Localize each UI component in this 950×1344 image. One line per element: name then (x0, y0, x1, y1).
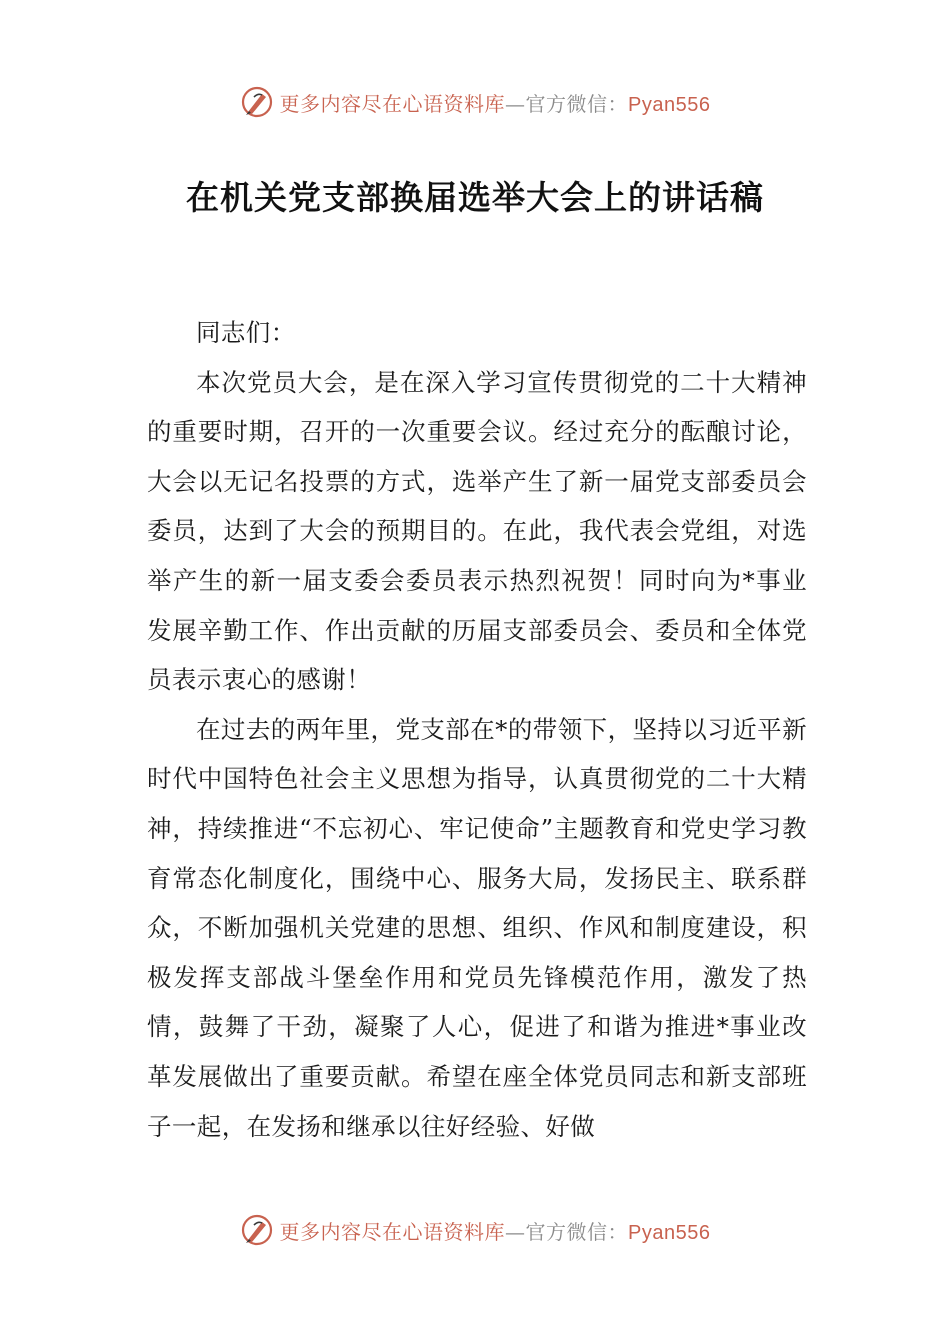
header-banner-wechat-id: Pyan556 (628, 93, 711, 116)
salutation-paragraph: 同志们： (196, 318, 296, 347)
header-banner-text (280, 88, 711, 117)
pen-nib-seal-icon (240, 85, 274, 119)
footer-banner-wechat-id: Pyan556 (628, 1221, 711, 1244)
footer-banner-main: 更多内容尽在心语资料库 (279, 1219, 506, 1244)
footer-banner-text (280, 1216, 711, 1245)
body-paragraph-2: 在过去的两年里，党支部在*的带领下，坚持以习近平新时代中国特色社会主义思想为指导，认真贯彻党的二十大精神，持续推进“不忘初心、牢记使命”主题教育和党史学习教育常态化制度化，围绕中心、服务大局，发扬民主、联系群众，不断加强机关党建的思想、组织、作风和制度建设，积极发挥支部战斗堡垒作用和党员先锋模范作用，激发了热情，鼓舞了干劲，凝聚了人心，促进了和谐为推进*事业改革发展做出了重要贡献。希望在座全体党员同志和新支部班子一起，在发扬和继承以往好经验、好做 (147, 714, 807, 1141)
pen-nib-seal-icon (240, 1213, 274, 1247)
footer-banner-separator: — (505, 1219, 526, 1244)
footer-banner-label: 官方微信： (525, 1219, 629, 1244)
header-banner-main: 更多内容尽在心语资料库 (279, 91, 506, 116)
footer-banner (0, 1210, 950, 1250)
body-paragraph-1: 本次党员大会，是在深入学习宣传贯彻党的二十大精神的重要时期，召开的一次重要会议。经过充分的酝酿讨论，大会以无记名投票的方式，选举产生了新一届党支部委员会委员，达到了大会的预期目的。在此，我代表会党组，对选举产生的新一届支委会委员表示热烈祝贺！同时向为*事业发展辛勤工作、作出贡献的历届支部委员会、委员和全体党员表示衷心的感谢！ (147, 367, 807, 695)
header-banner-separator: — (505, 91, 526, 116)
header-banner (0, 82, 950, 122)
header-banner-label: 官方微信： (525, 91, 629, 116)
document-title: 在机关党支部换届选举大会上的讲话稿 (186, 178, 764, 217)
document-body (147, 308, 807, 1151)
